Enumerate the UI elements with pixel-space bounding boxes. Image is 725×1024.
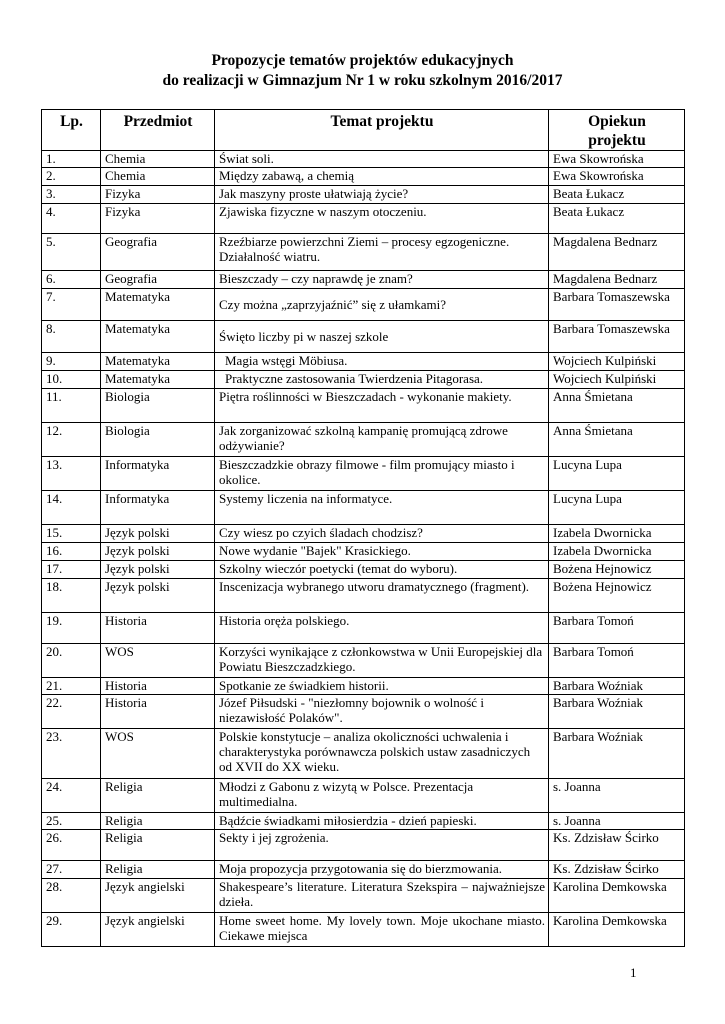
cell-supervisor: s. Joanna	[549, 813, 685, 830]
cell-supervisor: Anna Śmietana	[549, 389, 685, 423]
table-row	[42, 271, 685, 289]
cell-supervisor: Bożena Hejnowicz	[549, 561, 685, 579]
cell-supervisor: Barbara Woźniak	[549, 729, 685, 779]
cell-lp: 9.	[42, 353, 101, 371]
cell-subject: Chemia	[101, 168, 215, 186]
cell-lp: 1.	[42, 151, 101, 168]
cell-supervisor: Bożena Hejnowicz	[549, 579, 685, 613]
cell-lp: 18.	[42, 579, 101, 613]
header-supervisor-line-2: projektu	[588, 132, 646, 149]
table-row	[42, 613, 685, 644]
cell-topic: Inscenizacja wybranego utworu dramatycznego (fragment).	[215, 579, 549, 613]
cell-lp: 25.	[42, 813, 101, 830]
cell-supervisor: Barbara Tomoń	[549, 644, 685, 678]
cell-topic: Moja propozycja przygotowania się do bierzmowania.	[215, 861, 549, 879]
table-row	[42, 879, 685, 913]
cell-lp: 22.	[42, 695, 101, 729]
cell-topic: Między zabawą, a chemią	[215, 168, 549, 186]
cell-subject: Język angielski	[101, 879, 215, 913]
cell-topic: Korzyści wynikające z członkowstwa w Unii Europejskiej dla Powiatu Bieszczadzkiego.	[215, 644, 549, 678]
cell-lp: 11.	[42, 389, 101, 423]
cell-topic: Shakespeare’s literature. Literatura Szekspira – najważniejsze dzieła.	[215, 879, 549, 913]
cell-supervisor: Lucyna Lupa	[549, 491, 685, 525]
cell-topic: Jak maszyny proste ułatwiają życie?	[215, 186, 549, 204]
cell-lp: 3.	[42, 186, 101, 204]
document-title	[0, 51, 725, 91]
cell-lp: 16.	[42, 543, 101, 561]
cell-supervisor: Anna Śmietana	[549, 423, 685, 457]
table-row	[42, 321, 685, 353]
cell-subject: Historia	[101, 695, 215, 729]
cell-supervisor: Magdalena Bednarz	[549, 271, 685, 289]
cell-lp: 21.	[42, 678, 101, 695]
cell-supervisor: Ewa Skowrońska	[549, 151, 685, 168]
header-subject: Przedmiot	[101, 110, 215, 151]
cell-subject: Język polski	[101, 579, 215, 613]
projects-table	[41, 109, 685, 947]
cell-lp: 23.	[42, 729, 101, 779]
cell-lp: 2.	[42, 168, 101, 186]
cell-topic: Systemy liczenia na informatyce.	[215, 491, 549, 525]
cell-subject: Religia	[101, 813, 215, 830]
cell-lp: 26.	[42, 830, 101, 861]
cell-subject: Język polski	[101, 543, 215, 561]
cell-subject: Fizyka	[101, 204, 215, 234]
cell-subject: Biologia	[101, 423, 215, 457]
cell-lp: 10.	[42, 371, 101, 389]
cell-supervisor: Karolina Demkowska	[549, 913, 685, 947]
cell-subject: Informatyka	[101, 491, 215, 525]
table-header-row	[42, 110, 685, 151]
cell-topic: Praktyczne zastosowania Twierdzenia Pitagorasa.	[215, 371, 549, 389]
cell-lp: 12.	[42, 423, 101, 457]
table-row	[42, 289, 685, 321]
table-row	[42, 644, 685, 678]
cell-supervisor: Wojciech Kulpiński	[549, 371, 685, 389]
cell-supervisor: Wojciech Kulpiński	[549, 353, 685, 371]
cell-subject: WOS	[101, 644, 215, 678]
cell-topic: Czy można „zaprzyjaźnić” się z ułamkami?	[215, 289, 549, 321]
cell-subject: Biologia	[101, 389, 215, 423]
cell-subject: Matematyka	[101, 321, 215, 353]
cell-topic: Bieszczady – czy naprawdę je znam?	[215, 271, 549, 289]
cell-topic: Rzeźbiarze powierzchni Ziemi – procesy egzogeniczne. Działalność wiatru.	[215, 234, 549, 271]
cell-supervisor: Barbara Tomoń	[549, 613, 685, 644]
cell-subject: Religia	[101, 861, 215, 879]
cell-supervisor: s. Joanna	[549, 779, 685, 813]
table-row	[42, 491, 685, 525]
cell-subject: Język polski	[101, 561, 215, 579]
table-row	[42, 579, 685, 613]
cell-lp: 19.	[42, 613, 101, 644]
table-row	[42, 543, 685, 561]
cell-topic: Bądźcie świadkami miłosierdzia - dzień papieski.	[215, 813, 549, 830]
cell-supervisor: Barbara Tomaszewska	[549, 289, 685, 321]
header-topic: Temat projektu	[215, 110, 549, 151]
cell-topic: Święto liczby pi w naszej szkole	[215, 321, 549, 353]
cell-topic: Józef Piłsudski - "niezłomny bojownik o wolność i niezawisłość Polaków".	[215, 695, 549, 729]
table-row	[42, 861, 685, 879]
cell-lp: 14.	[42, 491, 101, 525]
cell-lp: 28.	[42, 879, 101, 913]
cell-subject: Religia	[101, 830, 215, 861]
cell-supervisor: Ewa Skowrońska	[549, 168, 685, 186]
cell-supervisor: Ks. Zdzisław Ścirko	[549, 830, 685, 861]
cell-lp: 6.	[42, 271, 101, 289]
table-row	[42, 151, 685, 168]
cell-topic: Piętra roślinności w Bieszczadach - wykonanie makiety.	[215, 389, 549, 423]
page-number: 1	[630, 965, 637, 980]
cell-topic: Jak zorganizować szkolną kampanię promującą zdrowe odżywianie?	[215, 423, 549, 457]
header-supervisor-line-1: Opiekun	[588, 113, 646, 130]
cell-subject: Matematyka	[101, 289, 215, 321]
cell-supervisor: Izabela Dwornicka	[549, 525, 685, 543]
cell-lp: 20.	[42, 644, 101, 678]
cell-lp: 7.	[42, 289, 101, 321]
cell-topic: Młodzi z Gabonu z wizytą w Polsce. Prezentacja multimedialna.	[215, 779, 549, 813]
table-row	[42, 525, 685, 543]
table-row	[42, 186, 685, 204]
cell-subject: WOS	[101, 729, 215, 779]
cell-supervisor: Karolina Demkowska	[549, 879, 685, 913]
cell-subject: Geografia	[101, 271, 215, 289]
cell-subject: Historia	[101, 678, 215, 695]
table-row	[42, 913, 685, 947]
table-row	[42, 695, 685, 729]
cell-topic: Nowe wydanie "Bajek" Krasickiego.	[215, 543, 549, 561]
cell-lp: 8.	[42, 321, 101, 353]
cell-subject: Język polski	[101, 525, 215, 543]
cell-lp: 24.	[42, 779, 101, 813]
cell-lp: 13.	[42, 457, 101, 491]
cell-topic: Szkolny wieczór poetycki (temat do wyboru).	[215, 561, 549, 579]
table-row	[42, 389, 685, 423]
cell-supervisor: Ks. Zdzisław Ścirko	[549, 861, 685, 879]
cell-subject: Fizyka	[101, 186, 215, 204]
cell-supervisor: Barbara Woźniak	[549, 678, 685, 695]
table-row	[42, 423, 685, 457]
cell-supervisor: Magdalena Bednarz	[549, 234, 685, 271]
table-row	[42, 729, 685, 779]
table-row	[42, 168, 685, 186]
cell-subject: Historia	[101, 613, 215, 644]
cell-subject: Chemia	[101, 151, 215, 168]
cell-subject: Matematyka	[101, 353, 215, 371]
cell-supervisor: Barbara Tomaszewska	[549, 321, 685, 353]
cell-subject: Matematyka	[101, 371, 215, 389]
cell-lp: 27.	[42, 861, 101, 879]
cell-subject: Geografia	[101, 234, 215, 271]
header-supervisor	[549, 110, 685, 151]
cell-topic: Świat soli.	[215, 151, 549, 168]
cell-supervisor: Lucyna Lupa	[549, 457, 685, 491]
table-row	[42, 234, 685, 271]
cell-topic: Zjawiska fizyczne w naszym otoczeniu.	[215, 204, 549, 234]
table-row	[42, 457, 685, 491]
cell-subject: Informatyka	[101, 457, 215, 491]
table-row	[42, 204, 685, 234]
cell-lp: 5.	[42, 234, 101, 271]
cell-supervisor: Izabela Dwornicka	[549, 543, 685, 561]
cell-topic: Sekty i jej zgrożenia.	[215, 830, 549, 861]
table-row	[42, 813, 685, 830]
cell-lp: 4.	[42, 204, 101, 234]
header-lp: Lp.	[42, 110, 101, 151]
cell-subject: Religia	[101, 779, 215, 813]
cell-lp: 15.	[42, 525, 101, 543]
cell-supervisor: Beata Łukacz	[549, 186, 685, 204]
table-row	[42, 830, 685, 861]
cell-lp: 29.	[42, 913, 101, 947]
title-line-1: Propozycje tematów projektów edukacyjnych	[211, 52, 514, 69]
cell-topic: Home sweet home. My lovely town. Moje ukochane miasto. Ciekawe miejsca	[215, 913, 549, 947]
cell-subject: Język angielski	[101, 913, 215, 947]
table-row	[42, 779, 685, 813]
cell-topic: Magia wstęgi Möbiusa.	[215, 353, 549, 371]
table-row	[42, 678, 685, 695]
cell-topic: Polskie konstytucje – analiza okoliczności uchwalenia i charakterystyka porównawcza polskich ustaw zasadniczych od XVII do XX wieku.	[215, 729, 549, 779]
cell-supervisor: Beata Łukacz	[549, 204, 685, 234]
table-row	[42, 561, 685, 579]
cell-topic: Czy wiesz po czyich śladach chodzisz?	[215, 525, 549, 543]
table-row	[42, 371, 685, 389]
cell-topic: Bieszczadzkie obrazy filmowe - film promujący miasto i okolice.	[215, 457, 549, 491]
cell-lp: 17.	[42, 561, 101, 579]
cell-topic: Spotkanie ze świadkiem historii.	[215, 678, 549, 695]
cell-topic: Historia oręża polskiego.	[215, 613, 549, 644]
cell-supervisor: Barbara Woźniak	[549, 695, 685, 729]
title-line-2: do realizacji w Gimnazjum Nr 1 w roku szkolnym 2016/2017	[162, 72, 563, 89]
table-row	[42, 353, 685, 371]
